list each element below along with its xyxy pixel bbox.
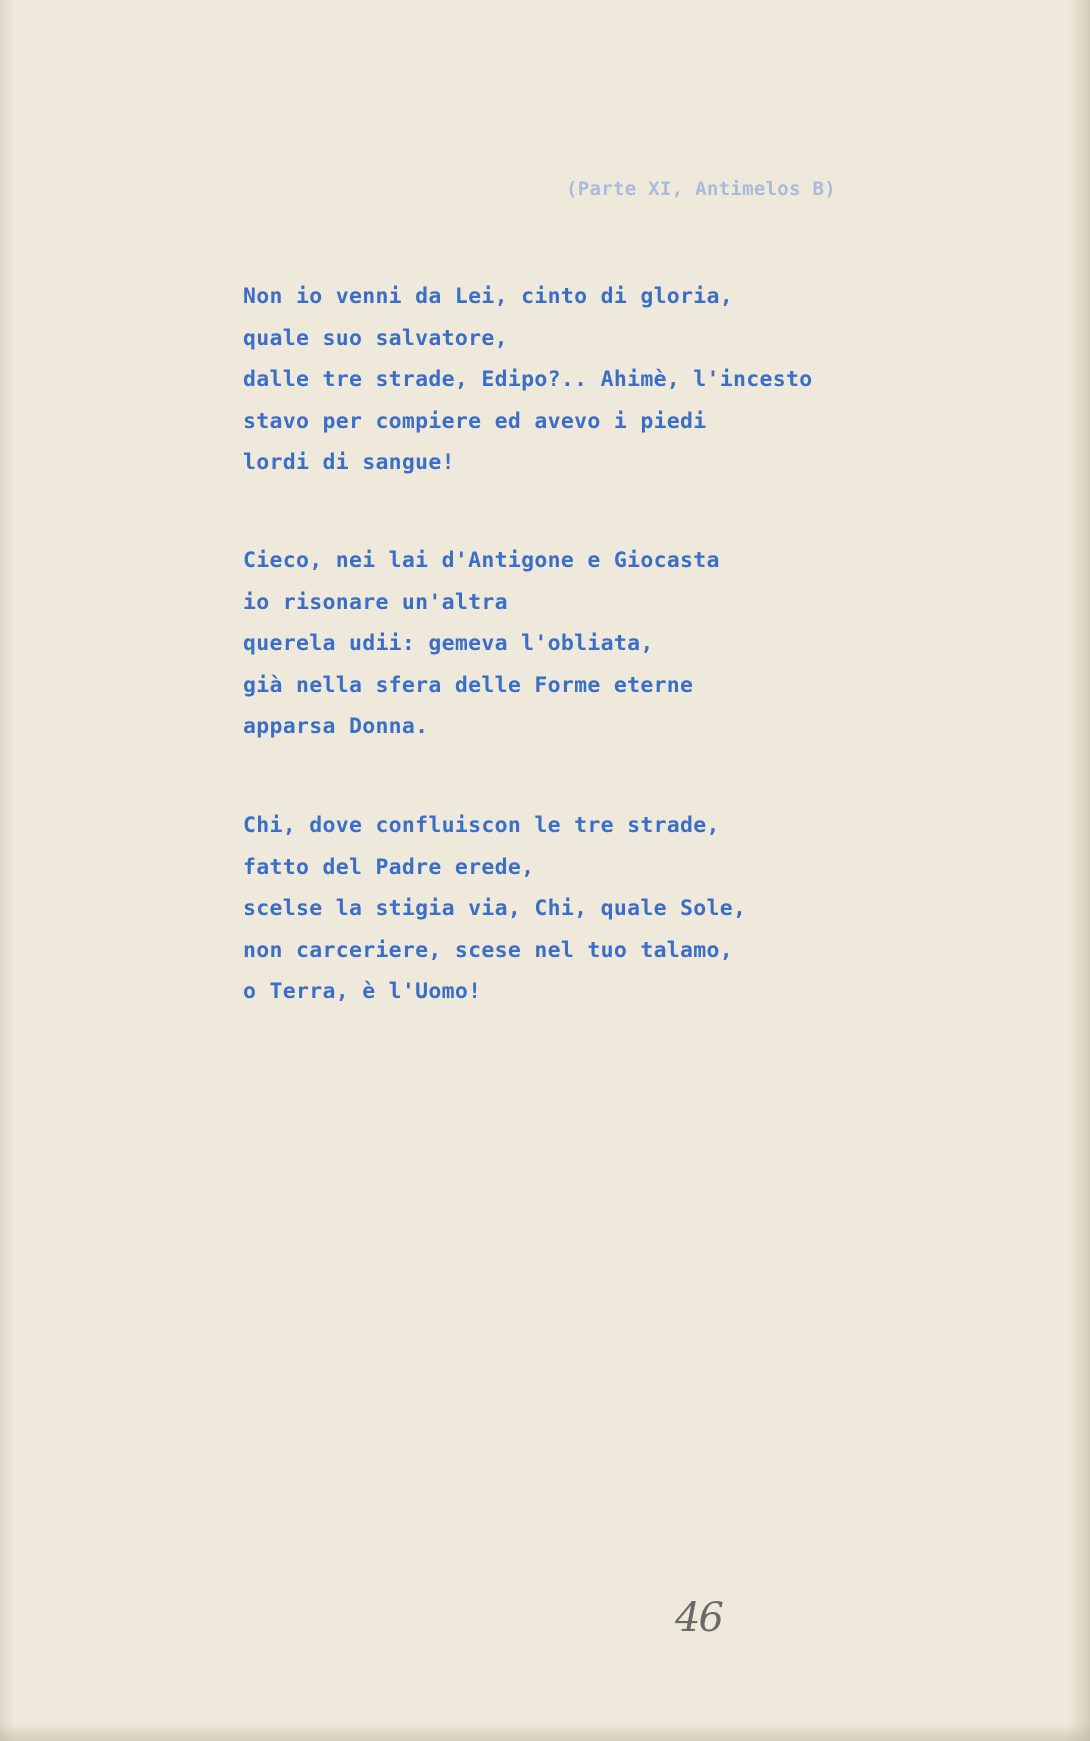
- verse-line: fatto del Padre erede,: [243, 854, 535, 880]
- verse-line: querela udii: gemeva l'obliata,: [243, 631, 654, 656]
- stanza-1: [243, 276, 813, 484]
- verse-line: Non io venni da Lei, cinto di gloria,: [243, 284, 734, 309]
- page-number: 46: [675, 1595, 722, 1641]
- verse-line: scelse la stigia via, Chi, quale Sole,: [243, 896, 747, 921]
- page-right-edge: [1068, 0, 1090, 1741]
- section-heading: (Parte XI, Antimelos B): [566, 178, 836, 200]
- verse-line: apparsa Donna.: [243, 714, 429, 739]
- verse-line: non carceriere, scese nel tuo talamo,: [243, 937, 734, 963]
- verse-line: lordi di sangue!: [243, 450, 455, 475]
- verse-line: dalle tre strade, Edipo?.. Ahimè, l'incesto: [243, 367, 813, 392]
- verse-line: quale suo salvatore,: [243, 325, 508, 351]
- stanza-2: [243, 540, 720, 748]
- verse-line: io risonare un'altra: [243, 589, 508, 615]
- verse-line: o Terra, è l'Uomo!: [243, 979, 482, 1004]
- page-left-edge: [0, 0, 14, 1741]
- verse-line: stavo per compiere ed avevo i piedi: [243, 408, 707, 434]
- verse-line: Cieco, nei lai d'Antigone e Giocasta: [243, 548, 720, 573]
- verse-line: Chi, dove confluiscon le tre strade,: [243, 813, 720, 838]
- verse-line: già nella sfera delle Forme eterne: [243, 672, 694, 698]
- stanza-3: [243, 805, 746, 1013]
- page-bottom-edge: [0, 1723, 1090, 1741]
